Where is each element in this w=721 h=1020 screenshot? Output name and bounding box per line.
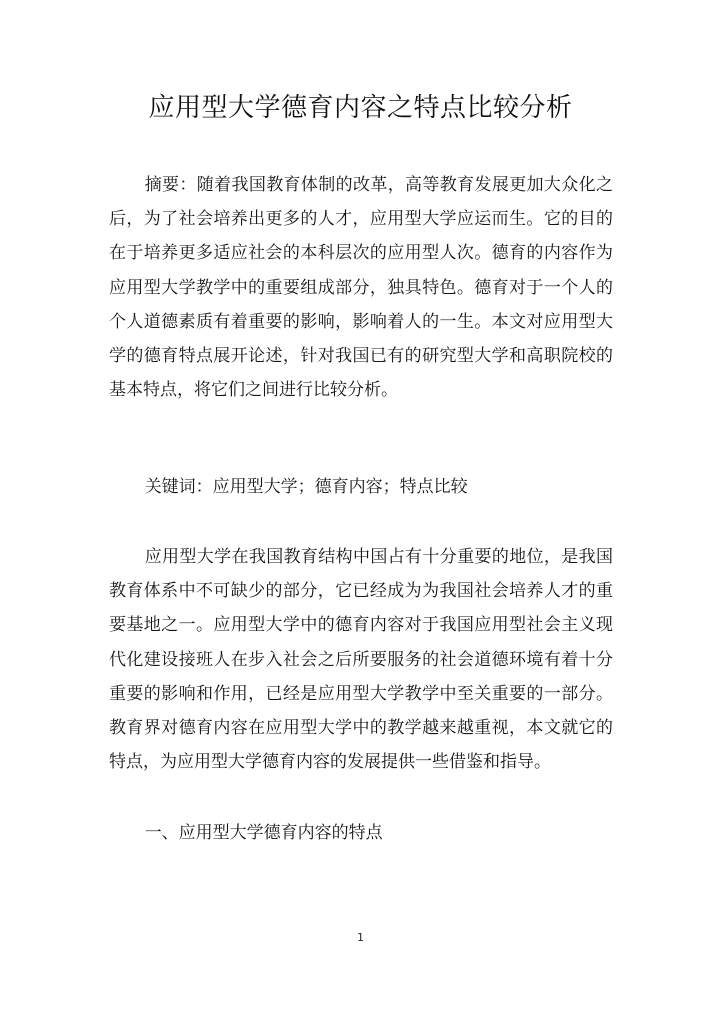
abstract-paragraph: 摘要：随着我国教育体制的改革，高等教育发展更加大众化之后，为了社会培养出更多的人才，应用型大学应运而生。它的目的在于培养更多适应社会的本科层次的应用型人次。德育的内容作为应用型大学教学中的重要组成部分，独具特色。德育对于一个人的个人道德素质有着重要的影响，影响着人的一生。本文对应用型大学的德育特点展开论述，针对我国已有的研究型大学和高职院校的基本特点，将它们之间进行比较分析。: [109, 175, 613, 401]
intro-paragraph: 应用型大学在我国教育结构中国占有十分重要的地位，是我国教育体系中不可缺少的部分，它已经成为为我国社会培养人才的重要基地之一。应用型大学中的德育内容对于我国应用型社会主义现代化建设接班人在步入社会之后所要服务的社会道德环境有着十分重要的影响和作用，已经是应用型大学教学中至关重要的一部分。教育界对德育内容在应用型大学中的教学越来越重视，本文就它的特点，为应用型大学德育内容的发展提供一些借鉴和指导。: [109, 547, 613, 773]
document-title: 应用型大学德育内容之特点比较分析: [148, 93, 573, 123]
page-number: 1: [357, 931, 364, 944]
keywords-line: 关键词：应用型大学；德育内容；特点比较: [144, 477, 468, 497]
section-heading: 一、应用型大学德育内容的特点: [144, 823, 383, 843]
